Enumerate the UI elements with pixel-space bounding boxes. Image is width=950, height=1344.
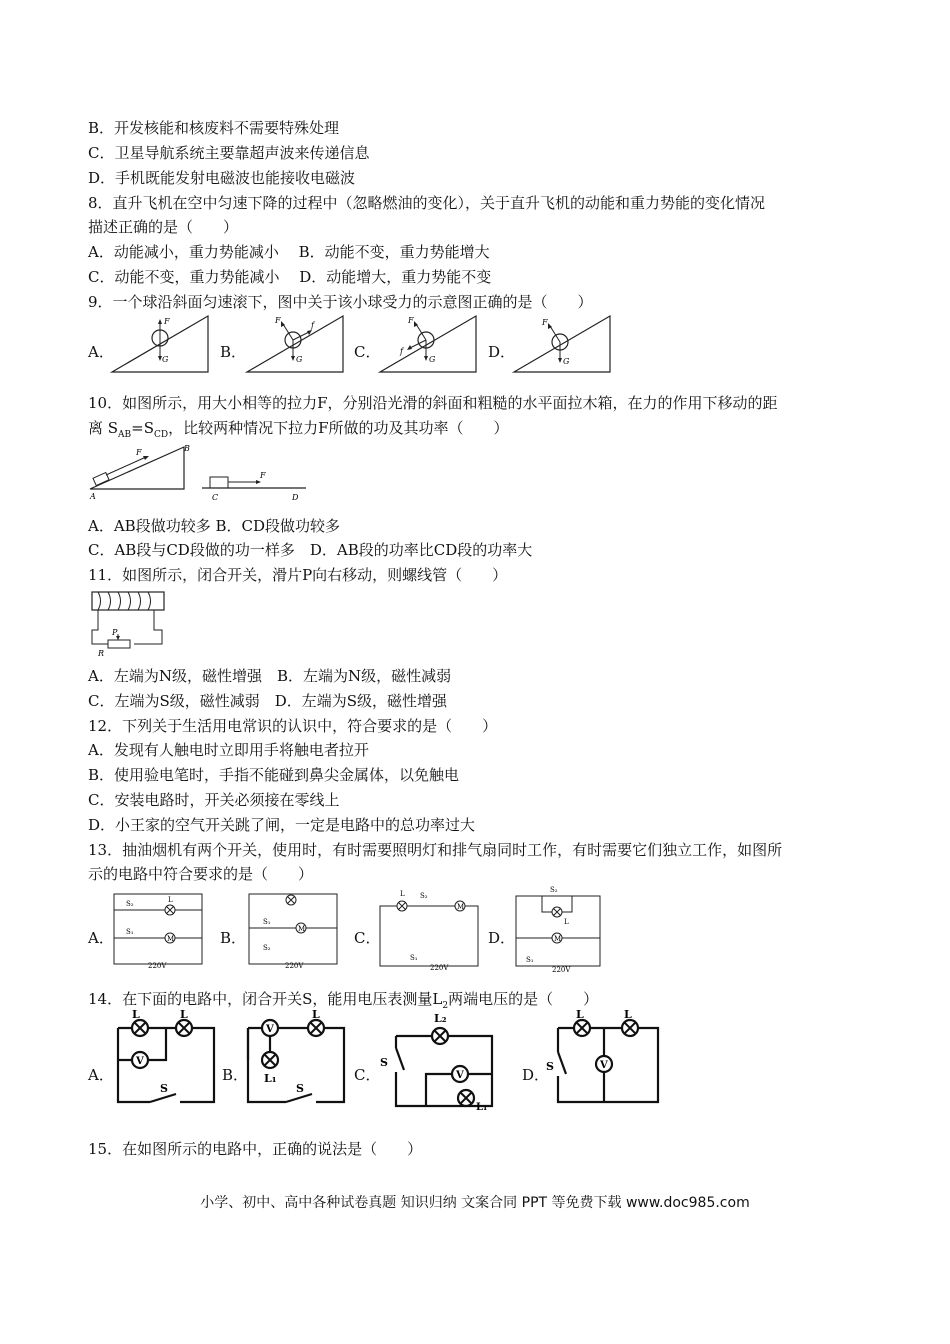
q13a-motor: M <box>167 935 175 943</box>
q10-text-mid: =S <box>131 419 155 437</box>
q13a-switch1: S₁ <box>126 928 134 936</box>
q10-point-d: D <box>292 493 299 502</box>
question-12-option-c: C．安装电路时，开关必须接在零线上 <box>88 791 340 809</box>
q10-sub-ab: AB <box>118 430 132 440</box>
q14c-lamp1: L₁ <box>476 1102 488 1113</box>
q13d-switch1: S₁ <box>526 956 534 964</box>
q9c-friction-label: f <box>400 347 403 356</box>
q9-option-d-label: D． <box>488 343 516 361</box>
q14-option-a-label: A． <box>88 1066 114 1084</box>
question-12-option-d: D．小王家的空气开关跳了闸，一定是电路中的总功率过大 <box>88 816 476 834</box>
question-8-options-ab: A．动能减小，重力势能减小 B．动能不变，重力势能增大 <box>88 243 490 261</box>
question-11: 11．如图所示，闭合开关，滑片P向右移动，则螺线管（ ） <box>88 566 508 584</box>
q9c-force-label: F <box>408 316 414 325</box>
q9d-gravity-label: G <box>563 357 570 366</box>
q14c-voltmeter: V <box>456 1070 464 1081</box>
q14a-lamp1: L <box>132 1008 140 1021</box>
q9-option-b-label: B． <box>220 343 247 361</box>
page-footer: 小学、初中、高中各种试卷真题 知识归纳 文案合同 PPT 等免费下载 www.doc985.com <box>200 1195 750 1211</box>
question-15: 15．在如图所示的电路中，正确的说法是（ ） <box>88 1140 423 1158</box>
question-12-option-b: B．使用验电笔时，手指不能碰到鼻尖金属体，以免触电 <box>88 766 460 784</box>
option-d-line: D．手机既能发射电磁波也能接收电磁波 <box>88 169 356 187</box>
question-10: 10．如图所示，用大小相等的拉力F，分别沿光滑的斜面和粗糙的水平面拉木箱，在力的作用下移动的距 <box>88 394 778 412</box>
q9c-gravity-label: G <box>429 355 436 364</box>
q10-flat-force: F <box>260 471 266 480</box>
q13a-voltage: 220V <box>148 962 167 970</box>
q14b-switch: S <box>296 1082 304 1095</box>
q14b-lamp2: L <box>312 1008 320 1021</box>
q9-figure-d <box>512 312 612 378</box>
q11-solenoid-figure <box>88 588 168 658</box>
q14a-lamp2: L <box>180 1008 188 1021</box>
q13-option-b-label: B． <box>220 929 247 947</box>
q9b-friction-label: f <box>311 321 314 330</box>
q10-incline-force: F <box>136 448 142 457</box>
question-8-options-cd: C．动能不变，重力势能减小 D．动能增大，重力势能不变 <box>88 268 492 286</box>
q9-figure-b <box>245 312 345 378</box>
q10-flat-figure <box>200 466 310 504</box>
question-13: 13．抽油烟机有两个开关，使用时，有时需要照明灯和排气扇同时工作，有时需要它们独立工作，如图所 <box>88 841 783 859</box>
q14d-voltmeter: V <box>600 1060 608 1071</box>
q14-option-d-label: D． <box>522 1066 550 1084</box>
q14-text-pre: 14．在下面的电路中，闭合开关S，能用电压表测量L <box>88 990 443 1008</box>
q13c-switch2: S₂ <box>420 892 428 900</box>
q13d-lamp: L <box>564 918 569 926</box>
q13-circuit-b <box>243 888 343 972</box>
q10-text-pre: 离 S <box>88 419 119 437</box>
q13b-switch2: S₂ <box>263 944 271 952</box>
q14a-voltmeter: V <box>136 1056 144 1067</box>
q13-option-d-label: D． <box>488 929 516 947</box>
q13a-switch2: S₂ <box>126 900 134 908</box>
q13c-voltage: 220V <box>430 964 449 972</box>
option-c-line: C．卫星导航系统主要靠超声波来传递信息 <box>88 144 370 162</box>
q13b-switch1: S₁ <box>263 918 271 926</box>
question-9: 9．一个球沿斜面匀速滚下，图中关于该小球受力的示意图正确的是（ ） <box>88 293 593 311</box>
q10-point-c: C <box>212 493 219 502</box>
q9-option-c-label: C． <box>354 343 381 361</box>
q13c-switch1: S₁ <box>410 954 418 962</box>
q14-circuit-c <box>372 1010 496 1113</box>
q13-option-a-label: A． <box>88 929 114 947</box>
q9d-force-label: F <box>542 318 548 327</box>
q11-resistor-label: R <box>98 649 105 658</box>
q10-incline-figure <box>88 443 188 501</box>
q9-figure-a <box>110 312 210 378</box>
q10-point-a: A <box>90 492 96 501</box>
question-11-options-cd: C．左端为S级，磁性减弱 D．左端为S级，磁性增强 <box>88 692 448 710</box>
q14-text-post: 两端电压的是（ ） <box>448 990 599 1008</box>
q14b-voltmeter: V <box>266 1024 274 1035</box>
q14b-lamp1: L₁ <box>264 1072 277 1085</box>
question-12: 12．下列关于生活用电常识的认识中，符合要求的是（ ） <box>88 717 498 735</box>
question-10-cont <box>88 418 509 445</box>
q13c-motor: M <box>457 903 465 911</box>
q9a-gravity-label: G <box>162 355 169 364</box>
q14-circuit-b <box>236 1008 352 1108</box>
q13-circuit-a <box>108 888 208 972</box>
q9b-gravity-label: G <box>296 355 303 364</box>
q14d-lamp2: L <box>624 1008 632 1021</box>
q14-circuit-d <box>544 1008 664 1108</box>
question-10-options-cd: C．AB段与CD段做的功一样多 D．AB段的功率比CD段的功率大 <box>88 541 533 559</box>
q14a-switch: S <box>160 1082 168 1095</box>
q13-circuit-d <box>512 882 604 974</box>
q13-option-c-label: C． <box>354 929 381 947</box>
q13b-voltage: 220V <box>285 962 304 970</box>
q13c-lamp: L <box>400 890 405 898</box>
question-8-cont: 描述正确的是（ ） <box>88 218 239 236</box>
question-13-cont: 示的电路中符合要求的是（ ） <box>88 865 314 883</box>
q9-figure-c <box>378 312 478 378</box>
q13d-voltage: 220V <box>552 966 571 974</box>
q13a-lamp: L <box>168 896 173 904</box>
q14c-switch: S <box>380 1056 388 1069</box>
q10-point-b: B <box>184 444 190 453</box>
q10-text-post: ，比较两种情况下拉力F所做的功及其功率（ ） <box>168 419 509 437</box>
q13b-motor: M <box>298 925 306 933</box>
q14-circuit-a <box>110 1008 222 1108</box>
question-10-options-ab: A．AB段做功较多 B．CD段做功较多 <box>88 517 340 535</box>
q13d-switch2: S₂ <box>550 886 558 894</box>
q14c-lamp2: L₂ <box>434 1012 447 1025</box>
question-11-options-ab: A．左端为N级，磁性增强 B．左端为N级，磁性减弱 <box>88 667 452 685</box>
q9b-force-label: F <box>275 316 281 325</box>
q14d-switch: S <box>546 1060 554 1073</box>
q14-option-c-label: C． <box>354 1066 381 1084</box>
q14d-lamp1: L <box>576 1008 584 1021</box>
q13-circuit-c <box>376 884 482 972</box>
q13d-motor: M <box>554 935 562 943</box>
q11-slider-label: P <box>112 628 118 637</box>
q14-sub: 2 <box>442 1001 449 1011</box>
question-12-option-a: A．发现有人触电时立即用手将触电者拉开 <box>88 741 369 759</box>
q10-sub-cd: CD <box>154 430 169 440</box>
question-8: 8．直升飞机在空中匀速下降的过程中（忽略燃油的变化），关于直升飞机的动能和重力势能的变化情况 <box>88 194 766 212</box>
option-b-line: B．开发核能和核废料不需要特殊处理 <box>88 119 340 137</box>
q9-option-a-label: A． <box>88 343 114 361</box>
q9a-force-label: F <box>164 317 170 326</box>
q14-option-b-label: B． <box>222 1066 249 1084</box>
